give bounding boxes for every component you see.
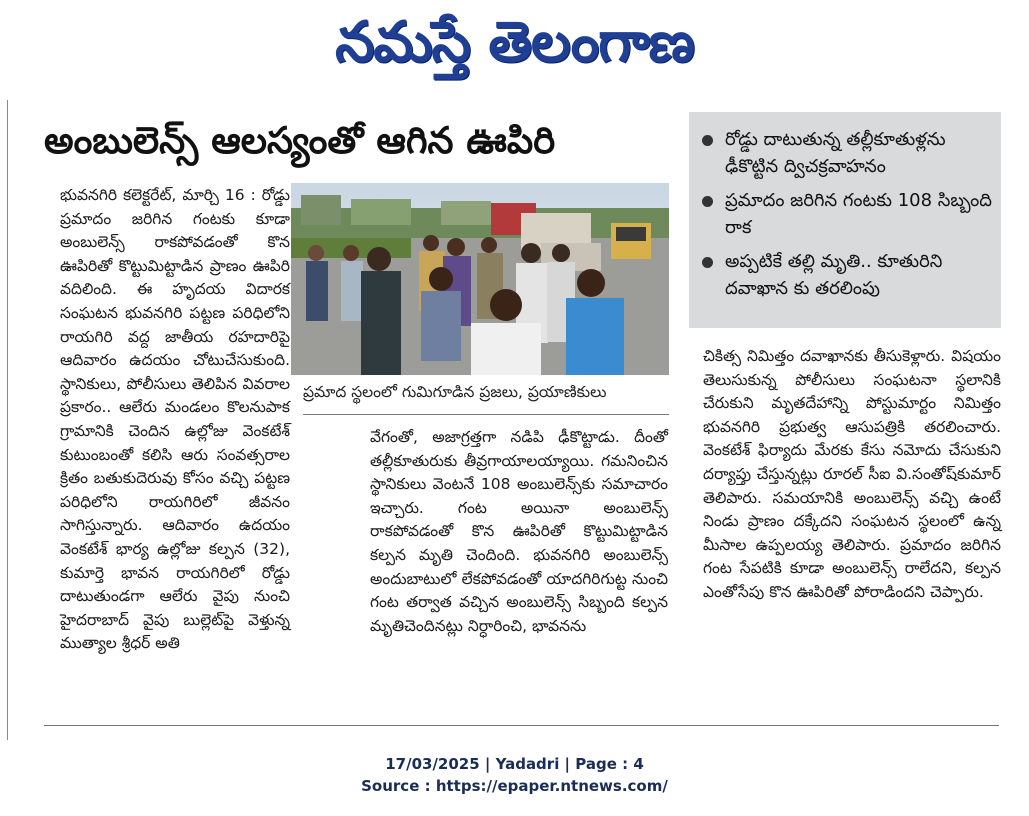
photo-caption: ప్రమాద స్థలంలో గుమిగూడిన ప్రజలు, ప్రయాణికులు <box>303 383 607 401</box>
divider <box>44 725 999 726</box>
article-text: చికిత్స నిమిత్తం దవాఖానకు తీసుకెళ్లారు. విషయం తెలుసుకున్న పోలీసులు సంఘటనా స్థలానికి చేరుకుని మృతదేహాన్ని పోస్టుమార్టం నిమిత్తం భువనగిరి ప్రభుత్వ ఆసుపత్రికి తరలించారు. వెంకటేశ్ ఫిర్యాదు మేరకు కేసు నమోదు చేసుకుని దర్యాప్తు చేస్తున్నట్లు రూరల్ సీఐ వి.సంతోష్‌కుమార్ తెలిపారు. సమయానికి అంబులెన్స్ వచ్చి ఉంటే నిండు ప్రాణం దక్కేదని సంఘటన స్థలంలో ఉన్న మీసాల ఉప్పలయ్య తెలిపారు. ప్రమాదం జరిగిన గంట సేపటికి కూడా అంబులెన్స్ రాలేదని, కల్పన ఎంతోసేపు కొన ఊపిరితో పోరాడిందని చెప్పారు. <box>703 347 1001 601</box>
article-text: వేగంతో, అజాగ్రత్తగా నడిపి ఢీకొట్టాడు. దీంతో తల్లీకూతురుకు తీవ్రగాయాలయ్యాయి. గమనించిన స్థానికులు వెంటనే 108 అంబులెన్స్‌కు సమాచారం ఇచ్చారు. గంట అయినా అంబులెన్స్ రాకపోవడంతో కొన ఊపిరితో కొట్టుమిట్టాడిన కల్పన మృతి చెందింది. భువనగిరి అంబులెన్స్ అందుబాటులో లేకపోవడంతో యాదగిరిగుట్ట నుంచి గంట తర్వాత వచ్చిన అంబులెన్స్ సిబ్బంది కల్పన మృతిచెందినట్లు నిర్ధారించి, భావనను <box>370 428 668 635</box>
masthead <box>0 4 1029 82</box>
article-column-1 <box>60 184 290 656</box>
divider <box>303 414 669 415</box>
bullet-icon <box>702 135 713 146</box>
page-border <box>7 100 8 740</box>
bullet-icon <box>702 196 713 207</box>
highlight-item: అప్పటికే తల్లి మృతి.. కూతురిని దవాఖాన కు తరలింపు <box>699 248 995 302</box>
bullet-icon <box>702 257 713 268</box>
news-photo <box>291 183 669 375</box>
highlights-box <box>689 112 1001 328</box>
highlight-item: రోడ్డు దాటుతున్న తల్లీకూతుళ్లను ఢీకొట్టిన ద్విచక్రవాహనం <box>699 126 995 180</box>
newspaper-title: నమస్తే తెలంగాణ <box>335 10 694 75</box>
source-link[interactable]: Source : https://epaper.ntnews.com/ <box>361 777 668 795</box>
article-text: భువనగిరి కలెక్టరేట్, మార్చి 16 : రోడ్డు ప్రమాదం జరిగిన గంటకు కూడా అంబులెన్స్ రాకపోవడంతో కొన ఊపిరితో కొట్టుమిట్టాడిన ప్రాణం ఊపిరి వదిలింది. ఈ హృదయ విదారక సంఘటన భువనగిరి పట్టణ పరిధిలోని రాయగిరి వద్ద జాతీయ రహదారిపై ఆదివారం ఉదయం చోటుచేసుకుంది. స్థానికులు, పోలీసులు తెలిపిన వివరాల ప్రకారం.. ఆలేరు మండలం కొలనుపాక గ్రామానికి చెందిన ఉల్లోజు వెంకటేశ్ కుటుంబంతో కలిసి ఆరు సంవత్సరాల క్రితం బతుకుదెరువు కోసం వచ్చి పట్టణ పరిధిలోని రాయగిరిలో జీవనం సాగిస్తున్నారు. ఆదివారం ఉదయం వెంకటేశ్ భార్య ఉల్లోజు కల్పన (32), కుమార్తె భావన రాయగిరిలో రోడ్డు దాటుతుండగా ఆలేరు వైపు నుంచి హైదరాబాద్ వైపు బుల్లెట్‌పై వెళ్తున్న ముత్యాల శ్రీధర్ అతి <box>60 186 290 653</box>
edition-info: 17/03/2025 | Yadadri | Page : 4 <box>385 755 644 773</box>
article-column-2 <box>370 426 668 638</box>
article-column-3 <box>703 345 1001 605</box>
headline: అంబులెన్స్ ఆలస్యంతో ఆగిన ఊపిరి <box>44 119 556 162</box>
highlight-item: ప్రమాదం జరిగిన గంటకు 108 సిబ్బంది రాక <box>699 187 995 241</box>
